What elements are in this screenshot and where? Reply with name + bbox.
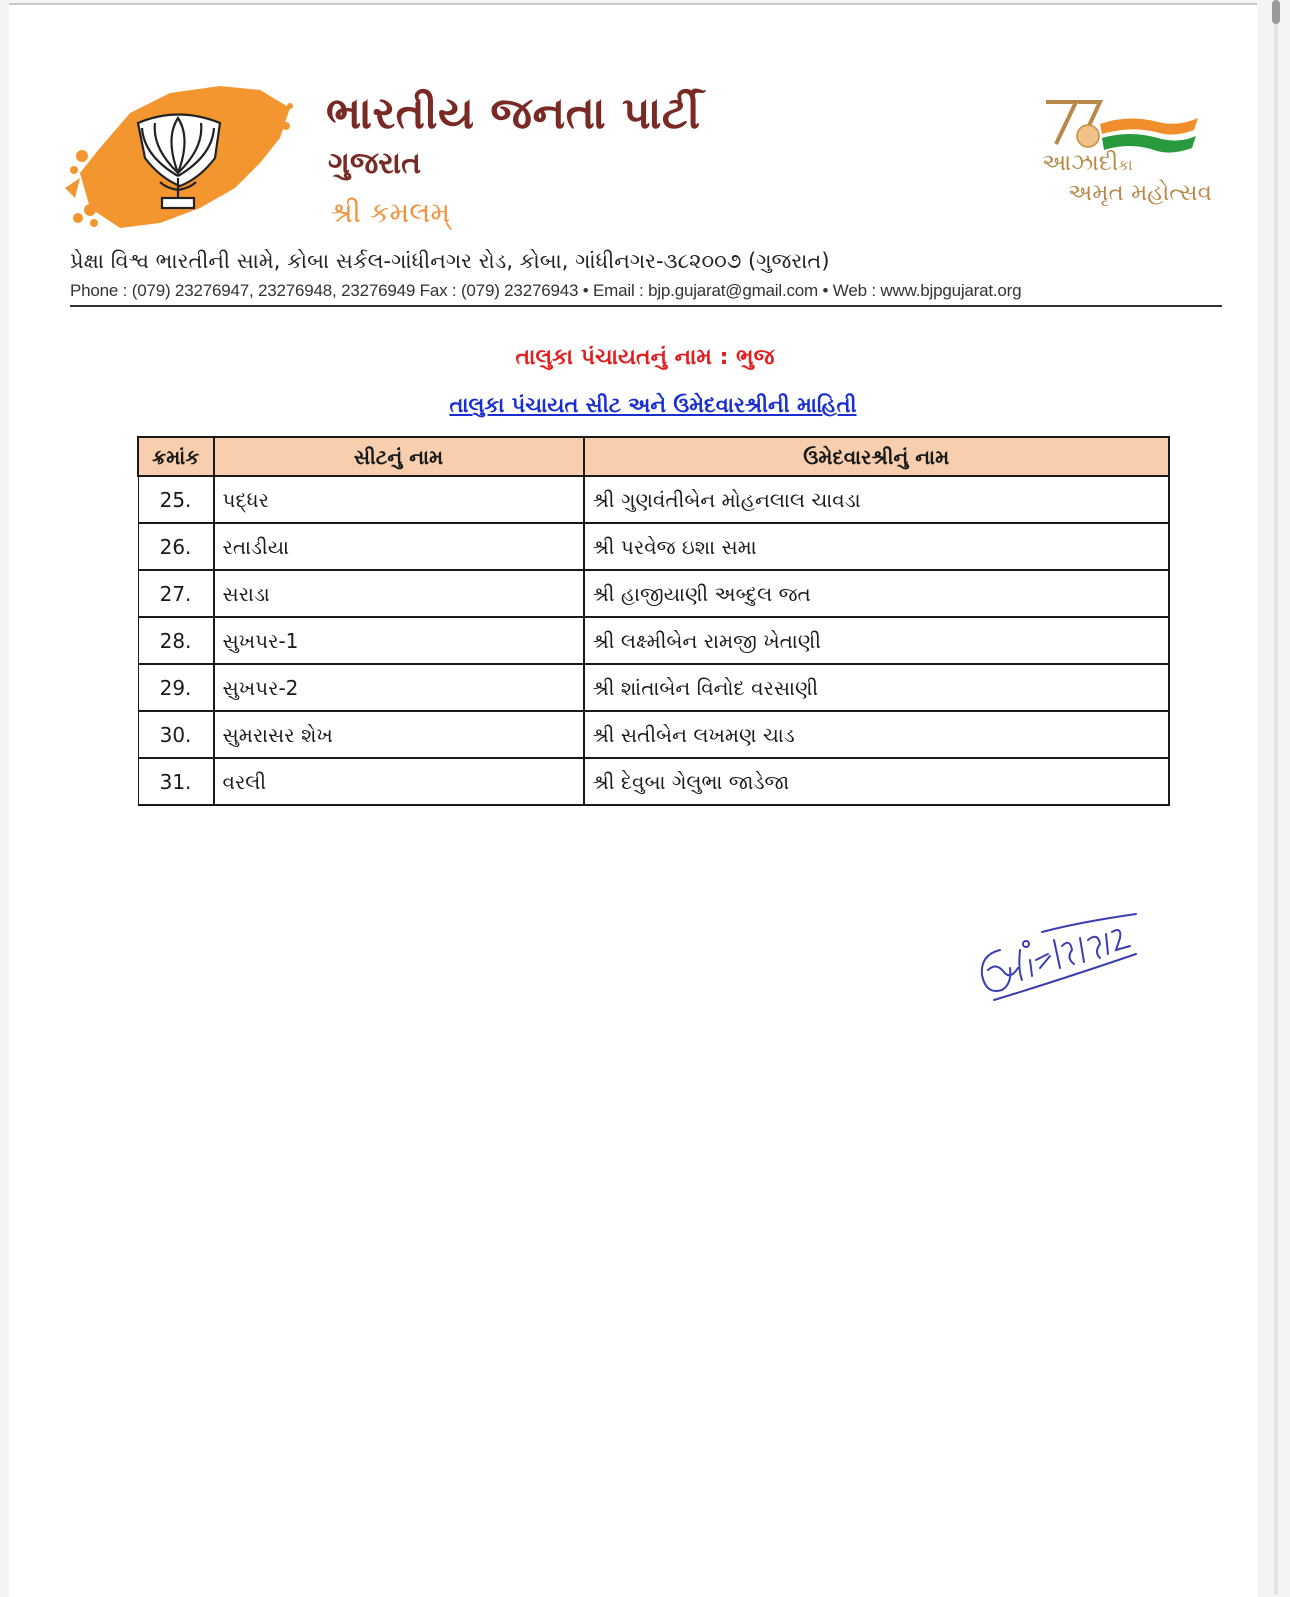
table-header-row <box>138 437 1169 476</box>
scrollbar-thumb[interactable] <box>1272 0 1280 24</box>
table-subtitle: તાલુકા પંચાયત સીટ અને ઉમેદવારશ્રીની માહિતી <box>449 393 857 417</box>
candidate-table <box>137 436 1170 806</box>
header-serial: ક્રમાંક <box>138 437 214 476</box>
header-divider <box>70 305 1222 307</box>
serial-cell: 26. <box>138 523 214 570</box>
serial-cell: 28. <box>138 617 214 664</box>
table-row <box>138 617 1169 664</box>
flag-saffron <box>1100 118 1198 135</box>
serial-cell: 27. <box>138 570 214 617</box>
serial-cell: 29. <box>138 664 214 711</box>
candidate-cell: શ્રી દેવુબા ગેલુભા જાડેજા <box>584 758 1170 805</box>
table-row <box>138 664 1169 711</box>
seat-cell: સુખપર-1 <box>214 617 584 664</box>
seat-cell: સુખપર-2 <box>214 664 584 711</box>
scrollbar-track[interactable] <box>1274 0 1278 1595</box>
table-row <box>138 570 1169 617</box>
table-row <box>138 476 1169 523</box>
bjp-lotus-logo <box>60 78 300 238</box>
header-candidate: ઉમેદવારશ્રીનું નામ <box>584 437 1170 476</box>
contact-info: Phone : (079) 23276947, 23276948, 23276949 Fax : (079) 23276943 • Email : bjp.gujarat@gmail.com • Web : www.bjpgujarat.org <box>70 281 1022 300</box>
office-address: પ્રેક્ષા વિશ્વ ભારતીની સામે, કોબા સર્કલ-ગાંધીનગર રોડ, કોબા, ગાંધીનગર-૩૮૨૦૦૭ (ગુજરાત) <box>70 249 830 273</box>
candidate-cell: શ્રી પરવેજ ઇશા સમા <box>584 523 1170 570</box>
azadi-line1: આઝાદીકા <box>1042 150 1133 176</box>
serial-cell: 31. <box>138 758 214 805</box>
header-seat: સીટનું નામ <box>214 437 584 476</box>
taluka-panchayat-title: તાલુકા પંચાયતનું નામ : ભુજ <box>515 345 775 370</box>
table-row <box>138 523 1169 570</box>
candidate-cell: શ્રી ગુણવંતીબેન મોહનલાલ ચાવડા <box>584 476 1170 523</box>
serial-cell: 25. <box>138 476 214 523</box>
serial-cell: 30. <box>138 711 214 758</box>
seat-cell: સુમરાસર શેખ <box>214 711 584 758</box>
candidate-cell: શ્રી શાંતાબેન વિનોદ વરસાણી <box>584 664 1170 711</box>
candidate-cell: શ્રી લક્ષ્મીબેન રામજી ખેતાણી <box>584 617 1170 664</box>
state-name: ગુજરાત <box>328 146 422 181</box>
table-row <box>138 711 1169 758</box>
candidate-cell: શ્રી હાજીયાણી અબ્દુલ જત <box>584 570 1170 617</box>
seat-cell: રતાડીયા <box>214 523 584 570</box>
party-name: ભારતીય જનતા પાર્ટી <box>326 88 701 139</box>
handwritten-signature <box>970 910 1140 1005</box>
azadi-line2: અમૃત મહોત્સવ <box>1068 180 1212 206</box>
seat-cell: વરલી <box>214 758 584 805</box>
table-row <box>138 758 1169 805</box>
seat-cell: સરાડા <box>214 570 584 617</box>
office-name: શ્રી કમલમ્ <box>330 196 451 229</box>
candidate-cell: શ્રી સતીબેન લખમણ ચાડ <box>584 711 1170 758</box>
seat-cell: પદ્ધર <box>214 476 584 523</box>
ashoka-chakra-icon <box>1077 125 1099 147</box>
